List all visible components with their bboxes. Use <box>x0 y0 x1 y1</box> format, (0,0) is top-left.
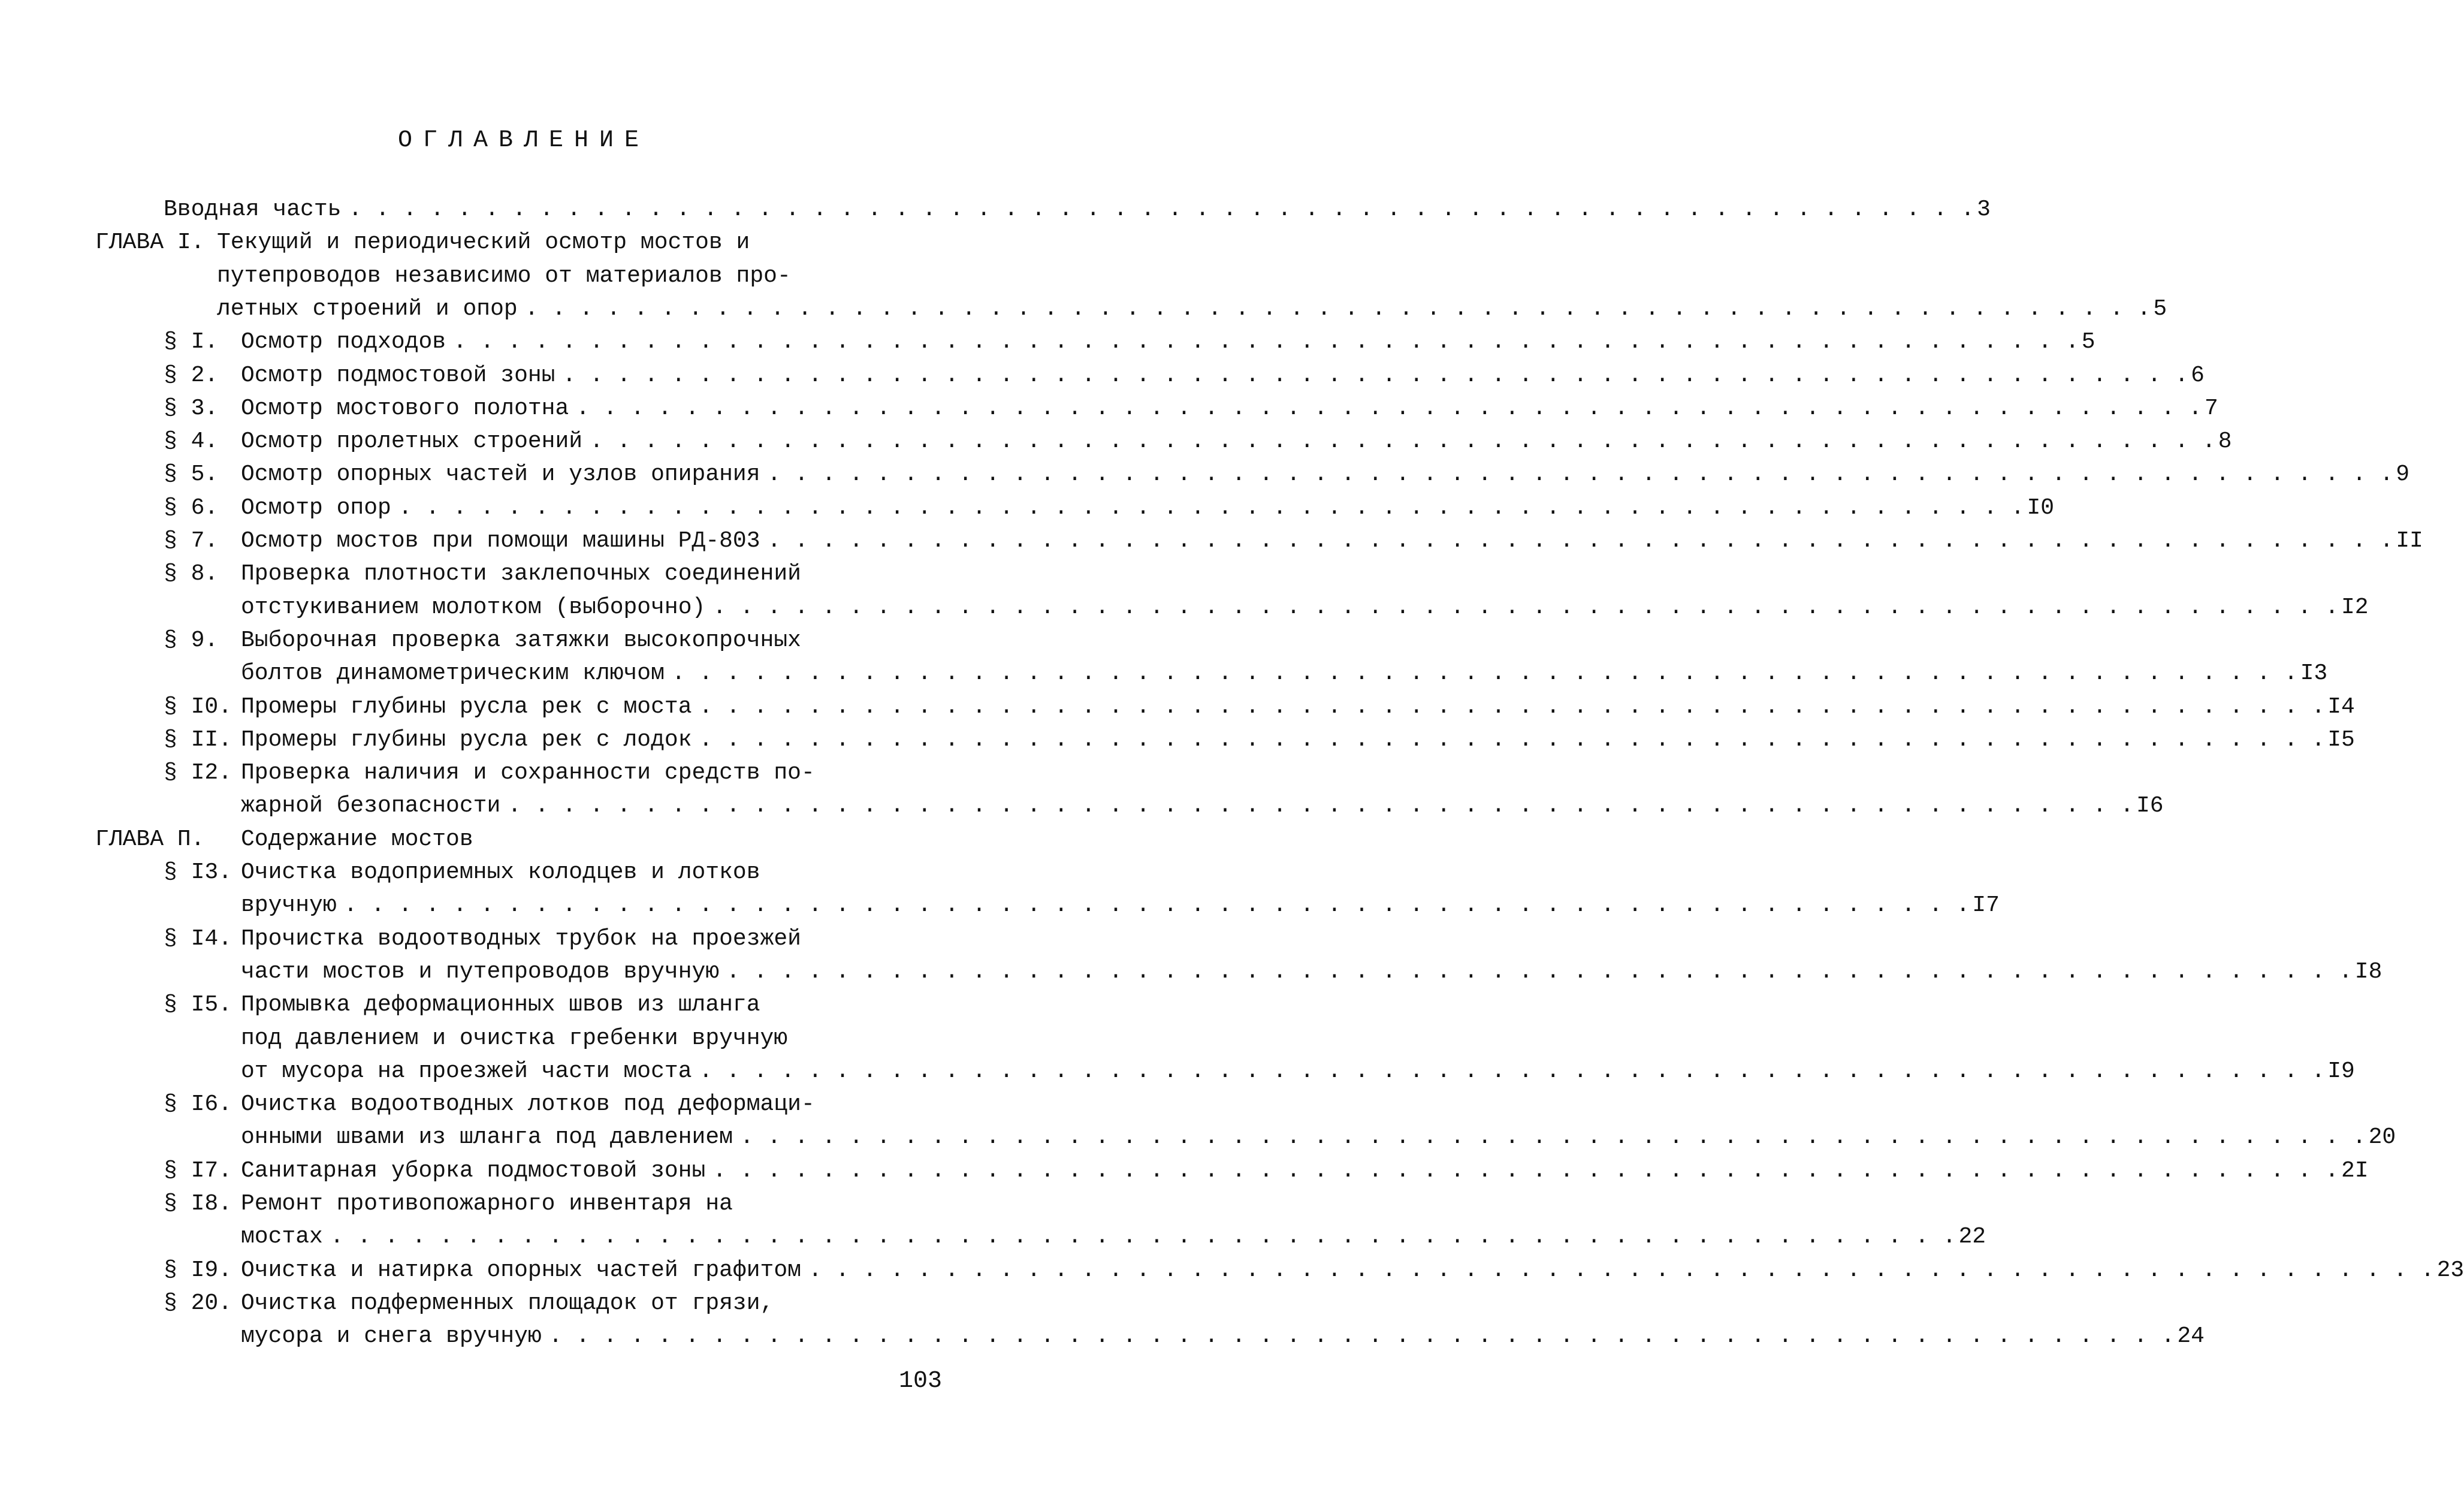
page-title: ОГЛАВЛЕНИЕ <box>397 127 650 154</box>
toc-entry-line <box>241 357 2205 390</box>
toc-entry-line <box>241 522 2423 555</box>
section-label: § I2. <box>164 760 232 786</box>
dot-leader: . . . . . . . . . . . . . . . . . . . . . . . . . . . . . . . . . . . . . . . . . . . . . . . . . . . . . . . . . . . . <box>726 958 2353 985</box>
dot-leader: . . . . . . . . . . . . . . . . . . . . . . . . . . . . . . . . . . . . . . . . . . . . . . . . . . . . . . . . . . . . <box>576 395 2202 421</box>
entry-title: отстукиванием молотком (выборочно) <box>241 594 706 620</box>
entry-title: Осмотр опор <box>241 494 391 521</box>
section-label: § I9. <box>164 1257 232 1283</box>
entry-title: от мусора на проезжей части моста <box>241 1058 692 1084</box>
entry-page-number: 20 <box>2368 1124 2396 1151</box>
entry-title: Очистка водоотводных лотков под деформаци- <box>241 1091 815 1118</box>
entry-title: Осмотр пролетных строений <box>241 429 583 455</box>
entry-title: Осмотр подходов <box>241 329 446 355</box>
toc-entry-line <box>241 622 866 654</box>
entry-page-number: I0 <box>2027 494 2055 521</box>
toc-entry-line <box>241 1052 2355 1085</box>
dot-leader: . . . . . . . . . . . . . . . . . . . . . . . . . . . . . . . . . . . . . . . . . . . . . . . . . . . . . . . . . . . . <box>699 726 2326 753</box>
section-label: § 9. <box>164 627 219 653</box>
entry-title: мусора и снега вручную <box>241 1323 542 1350</box>
section-label: § 20. <box>164 1290 232 1316</box>
toc-entry-line <box>164 191 1991 224</box>
entry-page-number: 7 <box>2204 395 2218 421</box>
dot-leader: . . . . . . . . . . . . . . . . . . . . . . . . . . . . . . . . . . . . . . . . . . . . . . . . . . . . . . . . . . . . <box>767 528 2394 554</box>
entry-title: Промывка деформационных швов из шланга <box>241 992 760 1018</box>
entry-title: под давлением и очистка гребенки вручную <box>241 1025 788 1051</box>
dot-leader: . . . . . . . . . . . . . . . . . . . . . . . . . . . . . . . . . . . . . . . . . . . . . . . . . . . . . . . . . . . . <box>330 1224 1956 1250</box>
toc-entry-line <box>241 423 2232 456</box>
toc-entry-line <box>241 589 2369 622</box>
section-label: § 8. <box>164 561 219 587</box>
entry-title: части мостов и путепроводов вручную <box>241 958 720 985</box>
toc-entry-line <box>241 853 866 886</box>
entry-title: Вводная часть <box>164 197 342 222</box>
entry-page-number: 23 <box>2436 1257 2464 1283</box>
toc-entry-line <box>241 1118 2396 1151</box>
toc-entry-line <box>241 489 2055 522</box>
dot-leader: . . . . . . . . . . . . . . . . . . . . . . . . . . . . . . . . . . . . . . . . . . . . . . . . . . . . . . . . . . . . <box>508 793 2134 819</box>
toc-entry-line <box>241 1152 2369 1185</box>
entry-title: Выборочная проверка затяжки высокопрочных <box>241 627 801 653</box>
chapter-label: ГЛАВА I. <box>95 230 205 256</box>
section-label: § I. <box>164 329 219 355</box>
section-label: § 4. <box>164 429 219 455</box>
dot-leader: . . . . . . . . . . . . . . . . . . . . . . . . . . . . . . . . . . . . . . . . . . . . . . . . . . . . . . . . . . . . <box>548 1323 2175 1350</box>
toc-entry-line <box>241 1251 2464 1284</box>
entry-page-number: 6 <box>2191 362 2205 388</box>
section-label: § I5. <box>164 992 232 1018</box>
dot-leader: . . . . . . . . . . . . . . . . . . . . . . . . . . . . . . . . . . . . . . . . . . . . . . . . . . . . . . . . . . . . <box>671 660 2298 687</box>
entry-title: Ремонт противопожарного инвентаря на <box>241 1191 733 1217</box>
entry-page-number: 5 <box>2153 295 2167 322</box>
dot-leader: . . . . . . . . . . . . . . . . . . . . . . . . . . . . . . . . . . . . . . . . . . . . . . . . . . . . . . . . . . . . <box>712 1157 2339 1184</box>
entry-title: Промеры глубины русла рек с лодок <box>241 726 692 753</box>
chapter-label: ГЛАВА П. <box>95 826 205 852</box>
entry-page-number: 5 <box>2081 329 2095 355</box>
dot-leader: . . . . . . . . . . . . . . . . . . . . . . . . . . . . . . . . . . . . . . . . . . . . . . . . . . . . . . . . . . . . <box>699 1058 2326 1084</box>
entry-page-number: I6 <box>2136 793 2164 819</box>
page-number: 103 <box>899 1368 943 1395</box>
toc-entry-line <box>241 323 2095 356</box>
entry-page-number: I7 <box>1972 892 2000 919</box>
toc-entry-line <box>241 953 2383 986</box>
entry-title: Санитарная уборка подмостовой зоны <box>241 1157 706 1184</box>
entry-title: Проверка наличия и сохранности средств по- <box>241 760 815 786</box>
entry-page-number: I5 <box>2327 726 2355 753</box>
entry-title: Проверка плотности заклепочных соединений <box>241 561 801 587</box>
dot-leader: . . . . . . . . . . . . . . . . . . . . . . . . . . . . . . . . . . . . . . . . . . . . . . . . . . . . . . . . . . . . <box>343 892 1970 919</box>
entry-page-number: II <box>2396 528 2423 554</box>
dot-leader: . . . . . . . . . . . . . . . . . . . . . . . . . . . . . . . . . . . . . . . . . . . . . . . . . . . . . . . . . . . . <box>590 429 2216 455</box>
dot-leader: . . . . . . . . . . . . . . . . . . . . . . . . . . . . . . . . . . . . . . . . . . . . . . . . . . . . . . . . . . . . <box>453 329 2079 355</box>
toc-entry-line <box>241 1020 866 1052</box>
entry-title: Осмотр опорных частей и узлов опирания <box>241 462 760 488</box>
entry-title: путепроводов независимо от материалов про- <box>217 263 791 289</box>
dot-leader: . . . . . . . . . . . . . . . . . . . . . . . . . . . . . . . . . . . . . . . . . . . . . . . . . . . . . . . . . . . . <box>712 594 2339 620</box>
section-label: § I3. <box>164 859 232 885</box>
section-label: § 7. <box>164 528 219 554</box>
entry-page-number: 9 <box>2396 462 2410 488</box>
toc-entry-line <box>241 654 2328 687</box>
dot-leader: . . . . . . . . . . . . . . . . . . . . . . . . . . . . . . . . . . . . . . . . . . . . . . . . . . . . . . . . . . . . <box>699 693 2326 720</box>
toc-entry-line <box>241 1284 866 1317</box>
entry-page-number: I8 <box>2354 958 2383 985</box>
section-label: § I6. <box>164 1091 232 1118</box>
entry-title: Осмотр мостов при помощи машины РД-803 <box>241 528 760 554</box>
toc-entry-line <box>241 821 866 853</box>
entry-page-number: I4 <box>2327 693 2355 720</box>
entry-title: Прочистка водоотводных трубок на проезжей <box>241 925 801 952</box>
toc-entry-line <box>241 1085 866 1118</box>
section-label: § I8. <box>164 1191 232 1217</box>
section-label: § 2. <box>164 362 219 388</box>
toc-entry-line <box>217 224 866 257</box>
section-label: § I7. <box>164 1157 232 1184</box>
entry-page-number: 3 <box>1977 197 1991 222</box>
section-label: § I0. <box>164 693 232 720</box>
dot-leader: . . . . . . . . . . . . . . . . . . . . . . . . . . . . . . . . . . . . . . . . . . . . . . . . . . . . . . . . . . . . <box>739 1124 2366 1151</box>
toc-entry-line <box>241 920 866 953</box>
entry-page-number: 8 <box>2218 429 2232 455</box>
dot-leader: . . . . . . . . . . . . . . . . . . . . . . . . . . . . . . . . . . . . . . . . . . . . . . . . . . . . . . . . . . . . <box>524 295 2151 322</box>
toc-entry-line <box>241 555 866 588</box>
toc-entry-line <box>241 1218 1986 1251</box>
entry-title: Промеры глубины русла рек с моста <box>241 693 692 720</box>
section-label: § I4. <box>164 925 232 952</box>
entry-title: жарной безопасности <box>241 793 501 819</box>
entry-title: Текущий и периодический осмотр мостов и <box>217 230 750 256</box>
dot-leader: . . . . . . . . . . . . . . . . . . . . . . . . . . . . . . . . . . . . . . . . . . . . . . . . . . . . . . . . . . . . <box>398 494 2025 521</box>
toc-entry-line <box>217 257 866 290</box>
entry-title: мостах <box>241 1224 323 1250</box>
toc-entry-line <box>241 390 2218 423</box>
dot-leader: . . . . . . . . . . . . . . . . . . . . . . . . . . . . . . . . . . . . . . . . . . . . . . . . . . . . . . . . . . . . <box>808 1257 2435 1283</box>
dot-leader: . . . . . . . . . . . . . . . . . . . . . . . . . . . . . . . . . . . . . . . . . . . . . . . . . . . . . . . . . . . . <box>348 197 1975 222</box>
toc-entry-line <box>241 688 2355 721</box>
toc-entry-line <box>241 1317 2205 1350</box>
dot-leader: . . . . . . . . . . . . . . . . . . . . . . . . . . . . . . . . . . . . . . . . . . . . . . . . . . . . . . . . . . . . <box>767 462 2394 488</box>
entry-title: онными швами из шланга под давлением <box>241 1124 733 1151</box>
entry-page-number: I9 <box>2327 1058 2355 1084</box>
entry-page-number: I2 <box>2341 594 2369 620</box>
entry-page-number: 2I <box>2341 1157 2369 1184</box>
entry-page-number: 24 <box>2177 1323 2205 1350</box>
section-label: § 6. <box>164 494 219 521</box>
toc-entry-line <box>241 456 2410 488</box>
entry-page-number: 22 <box>1958 1224 1986 1250</box>
entry-title: Очистка подферменных площадок от грязи, <box>241 1290 774 1316</box>
toc-entry-line <box>241 721 2355 754</box>
section-label: § 3. <box>164 395 219 421</box>
entry-page-number: I3 <box>2300 660 2328 687</box>
entry-title: Очистка водоприемных колодцев и лотков <box>241 859 760 885</box>
entry-title: Очистка и натирка опорных частей графитом <box>241 1257 801 1283</box>
entry-title: Осмотр подмостовой зоны <box>241 362 555 388</box>
toc-entry-line <box>241 1185 866 1218</box>
section-label: § 5. <box>164 462 219 488</box>
dot-leader: . . . . . . . . . . . . . . . . . . . . . . . . . . . . . . . . . . . . . . . . . . . . . . . . . . . . . . . . . . . . <box>562 362 2189 388</box>
entry-title: болтов динамометрическим ключом <box>241 660 665 687</box>
toc-entry-line <box>241 787 2164 820</box>
entry-title: вручную <box>241 892 337 919</box>
toc-entry-line <box>241 886 2000 919</box>
toc-entry-line <box>217 290 2167 323</box>
section-label: § II. <box>164 726 232 753</box>
entry-title: Осмотр мостового полотна <box>241 395 569 421</box>
entry-title: Содержание мостов <box>241 826 473 852</box>
toc-entry-line <box>241 754 866 787</box>
toc-entry-line <box>241 986 866 1019</box>
entry-title: летных строений и опор <box>217 295 518 322</box>
